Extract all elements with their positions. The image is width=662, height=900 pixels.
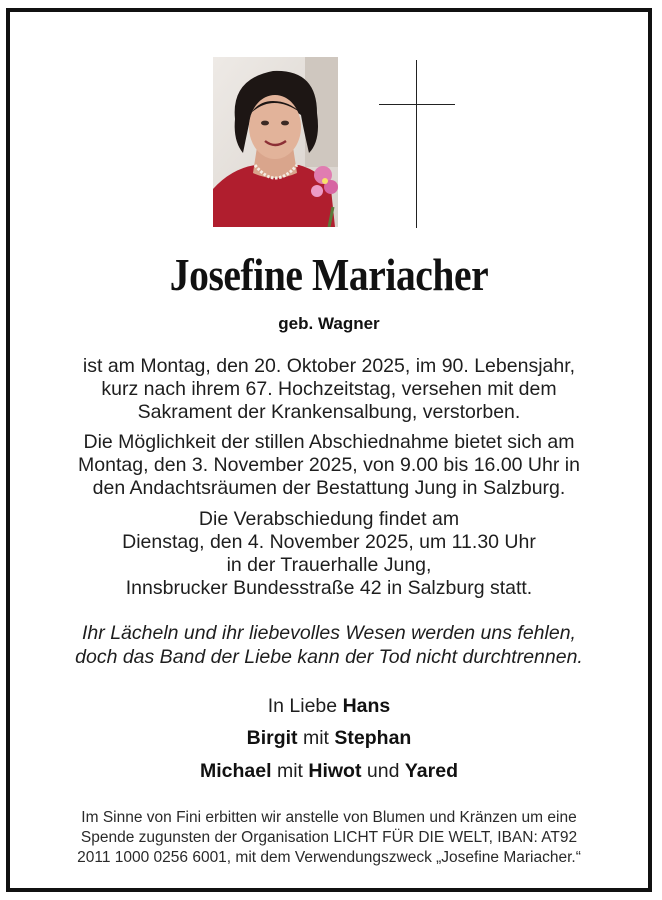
text-line: ist am Montag, den 20. Oktober 2025, im 90. Lebensjahr,	[82, 355, 576, 377]
funeral-service-paragraph	[22, 508, 636, 600]
portrait-photo	[213, 57, 338, 227]
family-line-spouse	[22, 695, 636, 718]
family-text: In Liebe	[267, 695, 338, 717]
obituary-content	[22, 26, 636, 874]
note-line: Spende zugunsten der Organisation LICHT FÜR DIE WELT, IBAN: AT92	[80, 829, 578, 846]
maiden-name: geb. Wagner	[278, 314, 380, 333]
farewell-viewing-paragraph	[22, 431, 636, 500]
text-line: kurz nach ihrem 67. Hochzeitstag, versehen mit dem	[101, 378, 557, 400]
text-line: Sakrament der Krankensalbung, verstorben.	[137, 401, 521, 423]
family-member-name: Michael	[200, 760, 272, 782]
black-border-frame	[6, 8, 652, 892]
note-line: Im Sinne von Fini erbitten wir anstelle von Blumen und Kränzen um eine	[81, 809, 577, 826]
cross-icon-bar	[379, 104, 455, 105]
family-member-name: Hans	[342, 695, 391, 717]
family-member-name: Hiwot	[308, 760, 362, 782]
death-announcement-paragraph	[22, 355, 636, 424]
family-member-name: Stephan	[334, 727, 412, 749]
text-line: Die Möglichkeit der stillen Abschiednahme bietet sich am	[83, 431, 575, 453]
memorial-quote	[22, 621, 636, 669]
text-line: Innsbrucker Bundesstraße 42 in Salzburg statt.	[125, 577, 533, 599]
cross-icon	[416, 60, 417, 228]
text-line: in der Trauerhalle Jung,	[226, 554, 432, 576]
text-line: Montag, den 3. November 2025, von 9.00 bis 16.00 Uhr in	[78, 454, 580, 476]
text-line: Die Verabschiedung findet am	[198, 508, 460, 530]
family-text: mit	[302, 727, 329, 749]
deceased-name: Josefine Mariacher	[169, 249, 489, 300]
quote-line: doch das Band der Liebe kann der Tod nicht durchtrennen.	[75, 646, 583, 668]
family-text: und	[366, 760, 400, 782]
family-member-name: Yared	[404, 760, 458, 782]
family-line-daughter	[22, 727, 636, 750]
family-member-name: Birgit	[246, 727, 298, 749]
donation-note	[22, 808, 636, 868]
text-line: Dienstag, den 4. November 2025, um 11.30 Uhr	[122, 531, 536, 553]
note-line: 2011 1000 0256 6001, mit dem Verwendungszweck „Josefine Mariacher.“	[77, 849, 581, 866]
quote-line: Ihr Lächeln und ihr liebevolles Wesen werden uns fehlen,	[82, 622, 576, 644]
family-line-son	[22, 760, 636, 783]
text-line: den Andachtsräumen der Bestattung Jung in Salzburg.	[92, 477, 566, 499]
family-text: mit	[276, 760, 303, 782]
